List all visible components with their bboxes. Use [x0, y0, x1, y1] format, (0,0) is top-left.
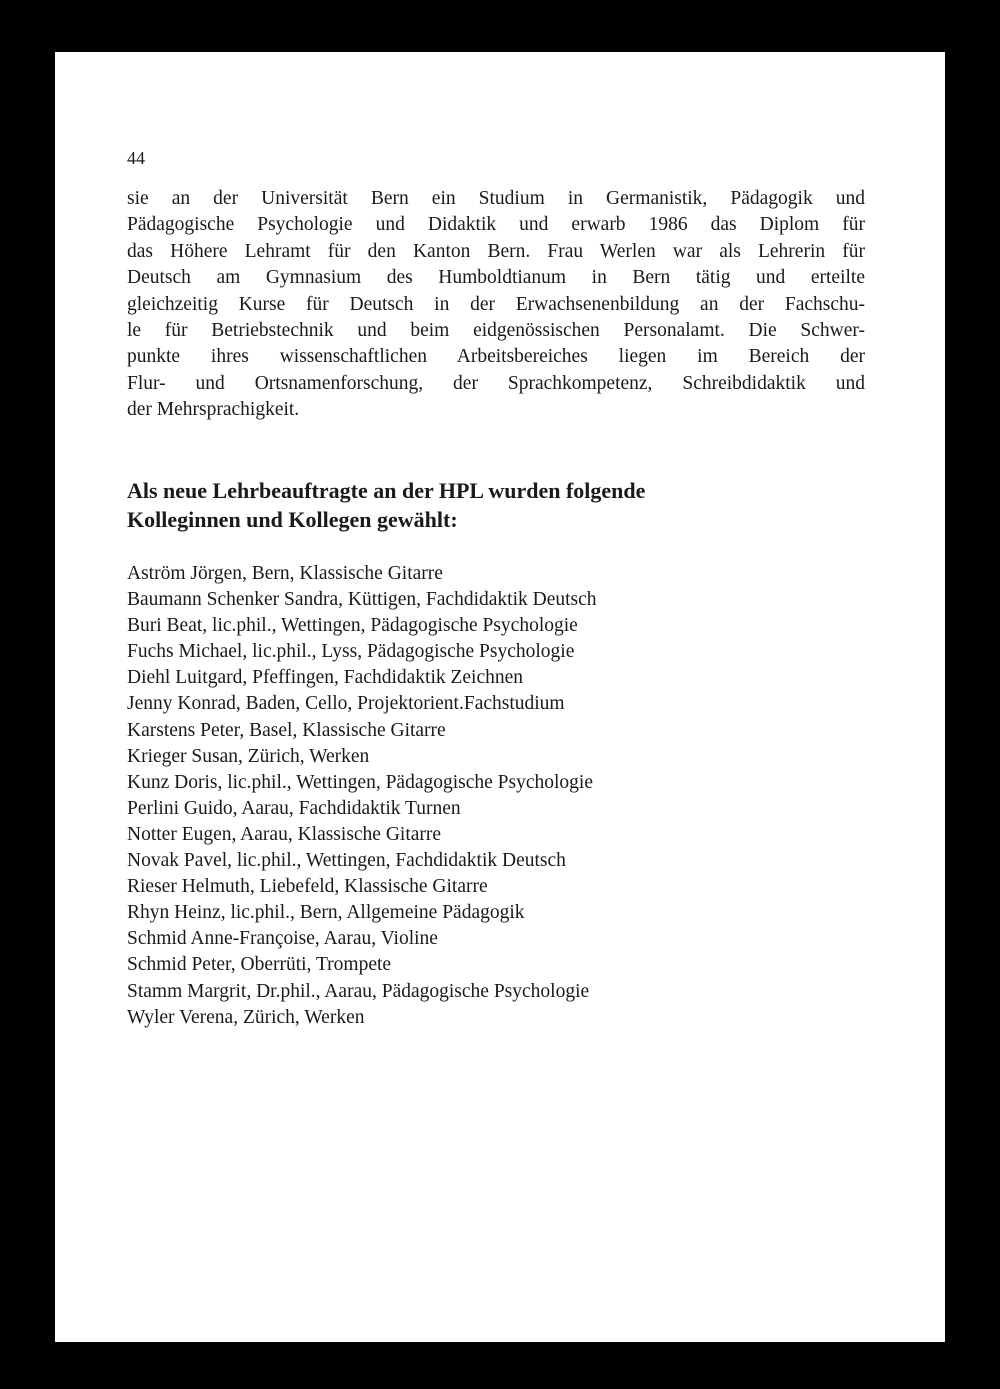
paragraph-line: Flur- und Ortsnamenforschung, der Sprachkompetenz, Schreibdidaktik und: [127, 372, 865, 394]
list-item: Schmid Anne-Françoise, Aarau, Violine: [127, 928, 438, 950]
body-paragraph: [127, 186, 865, 424]
section-heading: [127, 476, 645, 534]
list-item: Aström Jörgen, Bern, Klassische Gitarre: [127, 563, 443, 584]
paragraph-line: sie an der Universität Bern ein Studium in Germanistik, Pädagogik und: [127, 188, 865, 209]
lecturer-list: [127, 561, 597, 1031]
heading-line: Als neue Lehrbeauftragte an der HPL wurden folgende: [127, 478, 646, 503]
list-item: Fuchs Michael, lic.phil., Lyss, Pädagogische Psychologie: [127, 641, 575, 663]
heading-line: Kolleginnen und Kollegen gewählt:: [127, 507, 458, 532]
paragraph-line: das Höhere Lehramt für den Kanton Bern. Frau Werlen war als Lehrerin für: [127, 240, 865, 262]
list-item: Baumann Schenker Sandra, Küttigen, Fachdidaktik Deutsch: [127, 589, 597, 611]
list-item: Perlini Guido, Aarau, Fachdidaktik Turnen: [127, 797, 461, 819]
list-item: Schmid Peter, Oberrüti, Trompete: [127, 954, 392, 976]
page-number: 44: [127, 148, 145, 168]
list-item: Notter Eugen, Aarau, Klassische Gitarre: [127, 823, 442, 845]
paragraph-line: Deutsch am Gymnasium des Humboldtianum in Bern tätig und erteilte: [127, 267, 865, 289]
list-item: Karstens Peter, Basel, Klassische Gitarre: [127, 719, 446, 741]
paragraph-line: der Mehrsprachigkeit.: [127, 399, 300, 421]
list-item: Stamm Margrit, Dr.phil., Aarau, Pädagogische Psychologie: [127, 980, 590, 1002]
list-item: Jenny Konrad, Baden, Cello, Projektorient.Fachstudium: [127, 693, 565, 715]
list-item: Diehl Luitgard, Pfeffingen, Fachdidaktik Zeichnen: [127, 667, 524, 689]
list-item: Kunz Doris, lic.phil., Wettingen, Pädagogische Psychologie: [127, 771, 594, 793]
paragraph-line: gleichzeitig Kurse für Deutsch in der Erwachsenenbildung an der Fachschu-: [127, 293, 865, 315]
paragraph-line: Pädagogische Psychologie und Didaktik und erwarb 1986 das Diplom für: [127, 214, 865, 236]
list-item: Buri Beat, lic.phil., Wettingen, Pädagogische Psychologie: [127, 615, 578, 637]
paragraph-line: le für Betriebstechnik und beim eidgenössischen Personalamt. Die Schwer-: [127, 320, 865, 342]
document-page: [55, 52, 945, 1342]
list-item: Novak Pavel, lic.phil., Wettingen, Fachdidaktik Deutsch: [127, 850, 566, 872]
list-item: Rhyn Heinz, lic.phil., Bern, Allgemeine Pädagogik: [127, 902, 525, 924]
list-item: Rieser Helmuth, Liebefeld, Klassische Gitarre: [127, 876, 488, 898]
paragraph-line: punkte ihres wissenschaftlichen Arbeitsbereiches liegen im Bereich der: [127, 346, 865, 368]
list-item: Krieger Susan, Zürich, Werken: [127, 745, 370, 767]
list-item: Wyler Verena, Zürich, Werken: [127, 1006, 365, 1028]
